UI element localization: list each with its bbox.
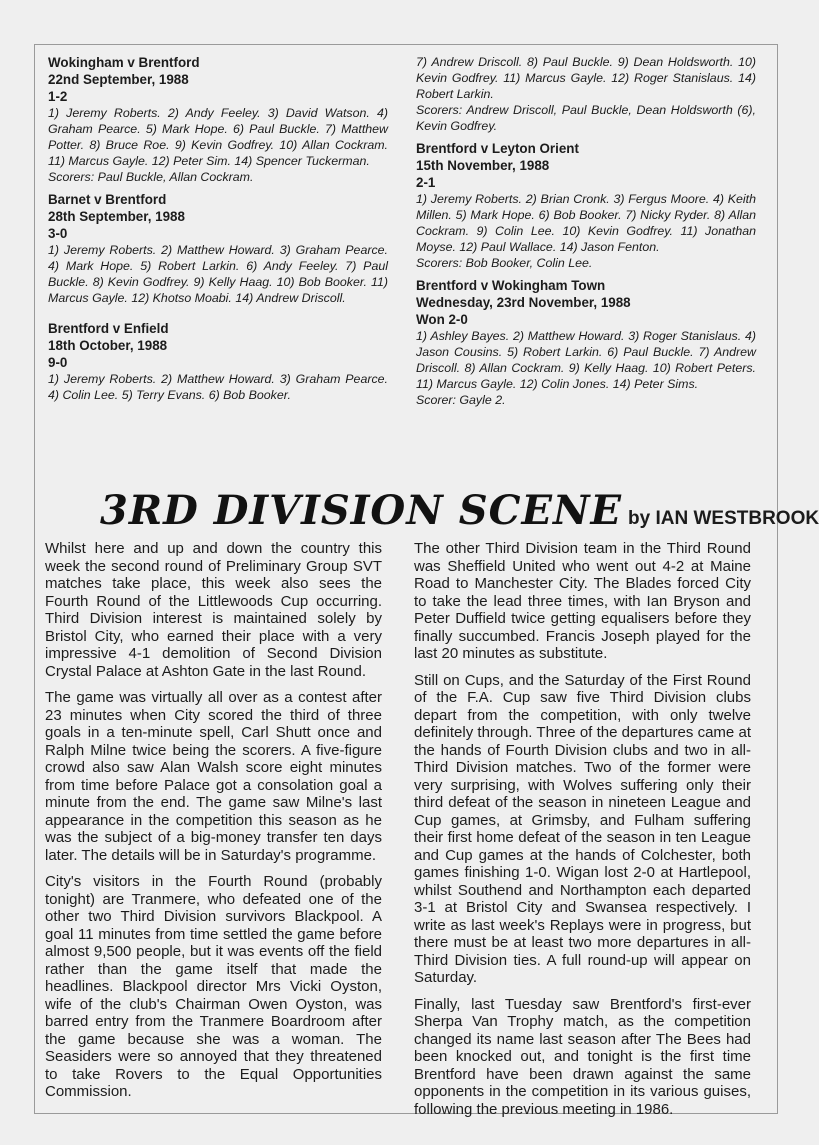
match-lineup: 7) Andrew Driscoll. 8) Paul Buckle. 9) Dean Holdsworth. 10) Kevin Godfrey. 11) Marcus Gayle. 12) Roger Stanislaus. 14) Robert Larkin. — [416, 55, 756, 101]
article-paragraph: City's visitors in the Fourth Round (probably tonight) are Tranmere, who defeated one of the other two Third Division survivors Blackpool. A goal 11 minutes from time settled the game before almost 9,500 people, but it was events off the field rather than the game itself that made the headlines. Blackpool director Mrs Vicki Oyston, wife of the club's Chairman Owen Oyston, was barred entry from the Tranmere Boardroom after the game because she was a woman. The Seasiders were so annoyed that they threatened to take Rovers to the Equal Opportunities Commission. — [45, 873, 382, 1100]
article-paragraph: Finally, last Tuesday saw Brentford's first-ever Sherpa Van Trophy match, as the competition changed its name last season after The Bees had been knocked out, and tonight is the first time Brentford have been drawn against the same opponents in the competition in its various guises, following the previous meeting in 1986. — [414, 995, 751, 1118]
match-date: Wednesday, 23rd November, 1988 — [416, 295, 631, 310]
match-report — [48, 54, 388, 185]
match-lineup: 1) Jeremy Roberts. 2) Brian Cronk. 3) Fergus Moore. 4) Keith Millen. 5) Mark Hope. 6) Bob Booker. 7) Nicky Ryder. 8) Allan Cockram. 9) Colin Lee. 10) Kevin Godfrey. 11) Jonathan Moyse. 12) Paul Wallace. 14) Jason Fenton. — [416, 192, 756, 254]
match-title: Barnet v Brentford — [48, 192, 167, 207]
match-report-continued — [416, 54, 756, 134]
match-score: 9-0 — [48, 355, 68, 370]
match-lineup: 1) Jeremy Roberts. 2) Matthew Howard. 3) Graham Pearce. 4) Mark Hope. 5) Robert Larkin. 6) Andy Feeley. 7) Paul Buckle. 8) Kevin Godfrey. 9) Kelly Haag. 10) Bob Booker. 11) Marcus Gayle. 12) Khotso Moabi. 14) Andrew Driscoll. — [48, 243, 388, 305]
match-report — [416, 140, 756, 271]
match-lineup: 1) Ashley Bayes. 2) Matthew Howard. 3) Roger Stanislaus. 4) Jason Cousins. 5) Robert Larkin. 6) Paul Buckle. 7) Andrew Driscoll. 8) Allan Cockram. 9) Kelly Haag. 10) Robert Peters. 11) Marcus Gayle. 12) Colin Jones. 14) Peter Sims. — [416, 329, 756, 391]
match-date: 28th September, 1988 — [48, 209, 185, 224]
match-date: 18th October, 1988 — [48, 338, 168, 353]
match-score: 1-2 — [48, 89, 68, 104]
match-score: Won 2-0 — [416, 312, 468, 327]
match-score: 3-0 — [48, 226, 68, 241]
article-paragraph: The game was virtually all over as a contest after 23 minutes when City scored the third of three goals in a ten-minute spell, Carl Shutt once and Ralph Milne twice being the scorers. A five-figure crowd also saw Alan Walsh score eight minutes from time before Palace got a consolation goal a minute from the end. The game saw Milne's last appearance in the competition this season as he was the subject of a big-money transfer ten days later. The details will be in Saturday's programme. — [45, 689, 382, 864]
match-scorers: Scorers: Paul Buckle, Allan Cockram. — [48, 170, 254, 184]
article-column-right — [414, 540, 751, 1127]
match-reports-left — [48, 54, 388, 409]
match-reports-right — [416, 54, 756, 414]
match-scorers: Scorer: Gayle 2. — [416, 393, 506, 407]
match-score: 2-1 — [416, 175, 436, 190]
match-lineup: 1) Jeremy Roberts. 2) Andy Feeley. 3) David Watson. 4) Graham Pearce. 5) Mark Hope. 6) Paul Buckle. 7) Matthew Potter. 8) Bruce Roe. 9) Kevin Godfrey. 10) Allan Cockram. 11) Marcus Gayle. 12) Peter Sim. 14) Spencer Tuckerman. — [48, 106, 388, 168]
match-title: Wokingham v Brentford — [48, 55, 200, 70]
article-paragraph: The other Third Division team in the Third Round was Sheffield United who went out 4-2 at Maine Road to Manchester City. The Blades forced City to take the lead three times, with Ian Bryson and Peter Duffield twice getting equalisers before they finally succumbed. Francis Joseph played for the last 20 minutes as substitute. — [414, 540, 751, 662]
match-scorers: Scorers: Andrew Driscoll, Paul Buckle, Dean Holdsworth (6), Kevin Godfrey. — [416, 103, 756, 133]
article-headline — [100, 487, 819, 535]
match-report — [48, 191, 388, 306]
match-lineup: 1) Jeremy Roberts. 2) Matthew Howard. 3) Graham Pearce. 4) Colin Lee. 5) Terry Evans. 6) Bob Booker. — [48, 372, 388, 402]
match-report — [48, 320, 388, 403]
headline-byline: by IAN WESTBROOK — [628, 508, 819, 529]
match-date: 22nd September, 1988 — [48, 72, 189, 87]
match-scorers: Scorers: Bob Booker, Colin Lee. — [416, 256, 593, 270]
match-date: 15th November, 1988 — [416, 158, 550, 173]
article-paragraph: Whilst here and up and down the country this week the second round of Preliminary Group SVT matches take place, this week also sees the Fourth Round of the Littlewoods Cup occurring. Third Division interest is maintained solely by Bristol City, who earned their place with a very impressive 4-1 demolition of Second Division Crystal Palace at Ashton Gate in the last Round. — [45, 540, 382, 680]
article-column-left — [45, 540, 382, 1110]
headline-title: 3RD DIVISION SCENE — [100, 487, 623, 534]
match-title: Brentford v Enfield — [48, 321, 169, 336]
match-title: Brentford v Leyton Orient — [416, 141, 579, 156]
match-title: Brentford v Wokingham Town — [416, 278, 606, 293]
article-paragraph: Still on Cups, and the Saturday of the First Round of the F.A. Cup saw five Third Division clubs depart from the competition, with only twelve definitely through. Three of the departures came at the hands of Fourth Division clubs and two in all-Third Division matches. Two of the former were very surprising, with Wolves suffering only their third defeat of the season in nineteen League and Cup games, at Grimsby, and Fulham suffering their first home defeat of the season in ten League and Cup games at the hands of Colchester, both games finishing 1-0. Wigan lost 2-0 at Hartlepool, whilst Southend and Northampton each departed 3-1 at Bristol City and Swansea respectively. I write as last week's Replays were in progress, but there must be at least two more departures in all-Third Division ties. A full round-up will appear on Saturday. — [414, 671, 751, 986]
match-report — [416, 277, 756, 408]
